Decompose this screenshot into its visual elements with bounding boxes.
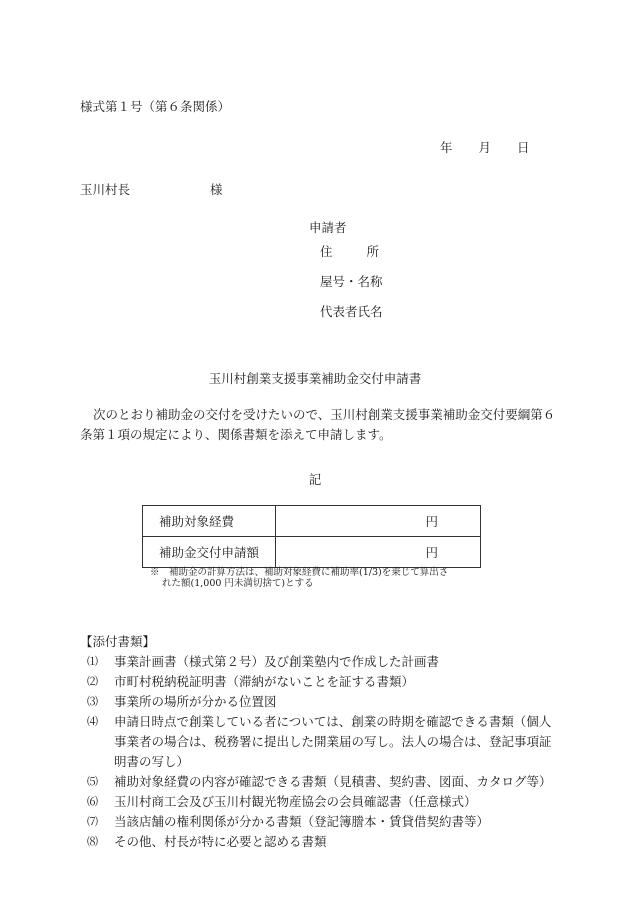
- item-number: ⑺: [87, 815, 98, 828]
- list-item: [80, 812, 560, 832]
- list-item: [80, 792, 560, 812]
- amount-table: [142, 505, 481, 568]
- addressee-honorific: 様: [210, 182, 223, 197]
- addressee-name: 玉川村長: [80, 182, 131, 197]
- item-number: ⑻: [87, 835, 98, 848]
- address-label: [320, 242, 379, 260]
- list-item: [80, 772, 560, 792]
- address-label-2: 所: [366, 244, 380, 259]
- item-number: ⑴: [87, 655, 98, 668]
- attachments-list: [80, 652, 560, 852]
- ki-heading: 記: [308, 472, 322, 487]
- address-label-1: 住: [320, 244, 333, 259]
- form-number: 様式第１号（第６条関係）: [80, 99, 231, 114]
- table-label-requested-amount: 補助金交付申請額: [143, 537, 276, 568]
- date-day: 日: [517, 140, 530, 155]
- list-item: [80, 832, 560, 852]
- item-number: ⑹: [87, 795, 98, 808]
- list-item: [80, 712, 560, 772]
- item-text: 事業計画書（様式第２号）及び創業塾内で作成した計画書: [114, 654, 440, 669]
- table-label-eligible-cost: 補助対象経費: [143, 506, 276, 537]
- applicant-heading: 申請者: [309, 220, 347, 235]
- item-text: 事業所の場所が分かる位置図: [114, 694, 277, 709]
- item-number: ⑵: [87, 675, 98, 688]
- addressee: [80, 180, 223, 198]
- list-item: [80, 692, 560, 712]
- table-value-eligible-cost: 円: [276, 506, 481, 537]
- date-month: 月: [478, 140, 492, 155]
- item-text: 玉川村商工会及び玉川村観光物産協会の会員確認書（任意様式）: [114, 794, 477, 809]
- item-number: ⑸: [87, 775, 98, 788]
- shop-name-label: 屋号・名称: [320, 274, 383, 289]
- item-text: その他、村長が特に必要と認める書類: [114, 834, 327, 849]
- list-item: [80, 672, 560, 692]
- calculation-note: [150, 567, 448, 589]
- item-number: ⑶: [87, 695, 98, 708]
- attachments-heading: 【添付書類】: [80, 634, 156, 649]
- list-item: [80, 652, 560, 672]
- document-title: 玉川村創業支援事業補助金交付申請書: [208, 371, 422, 386]
- body-paragraph: 次のとおり補助金の交付を受けたいので、玉川村創業支援事業補助金交付要綱第６条第１項の規定により、関係書類を添えて申請します。: [80, 407, 556, 442]
- date-year: 年: [440, 140, 453, 155]
- representative-label: 代表者氏名: [320, 304, 383, 319]
- date-line: [440, 138, 552, 156]
- item-text: 市町村税納税証明書（滞納がないことを証する書類）: [114, 674, 415, 689]
- table-row: [143, 506, 481, 537]
- item-text: 申請日時点で創業している者については、創業の時期を確認できる書類（個人事業者の場合は、税務署に提出した開業届の写し。法人の場合は、登記事項証明書の写し）: [114, 714, 552, 769]
- note-line-2: れた額(1,000 円未満切捨て)とする: [162, 578, 314, 589]
- note-line-1: ※ 補助金の計算方法は、補助対象経費に補助率(1/3)を乗じて算出さ: [150, 567, 449, 578]
- table-row: [143, 537, 481, 568]
- item-text: 補助対象経費の内容が確認できる書類（見積書、契約書、図面、カタログ等）: [114, 774, 552, 789]
- item-text: 当該店舗の権利関係が分かる書類（登記簿謄本・賃貸借契約書等）: [114, 814, 490, 829]
- table-value-requested-amount: 円: [276, 537, 481, 568]
- item-number: ⑷: [87, 715, 98, 728]
